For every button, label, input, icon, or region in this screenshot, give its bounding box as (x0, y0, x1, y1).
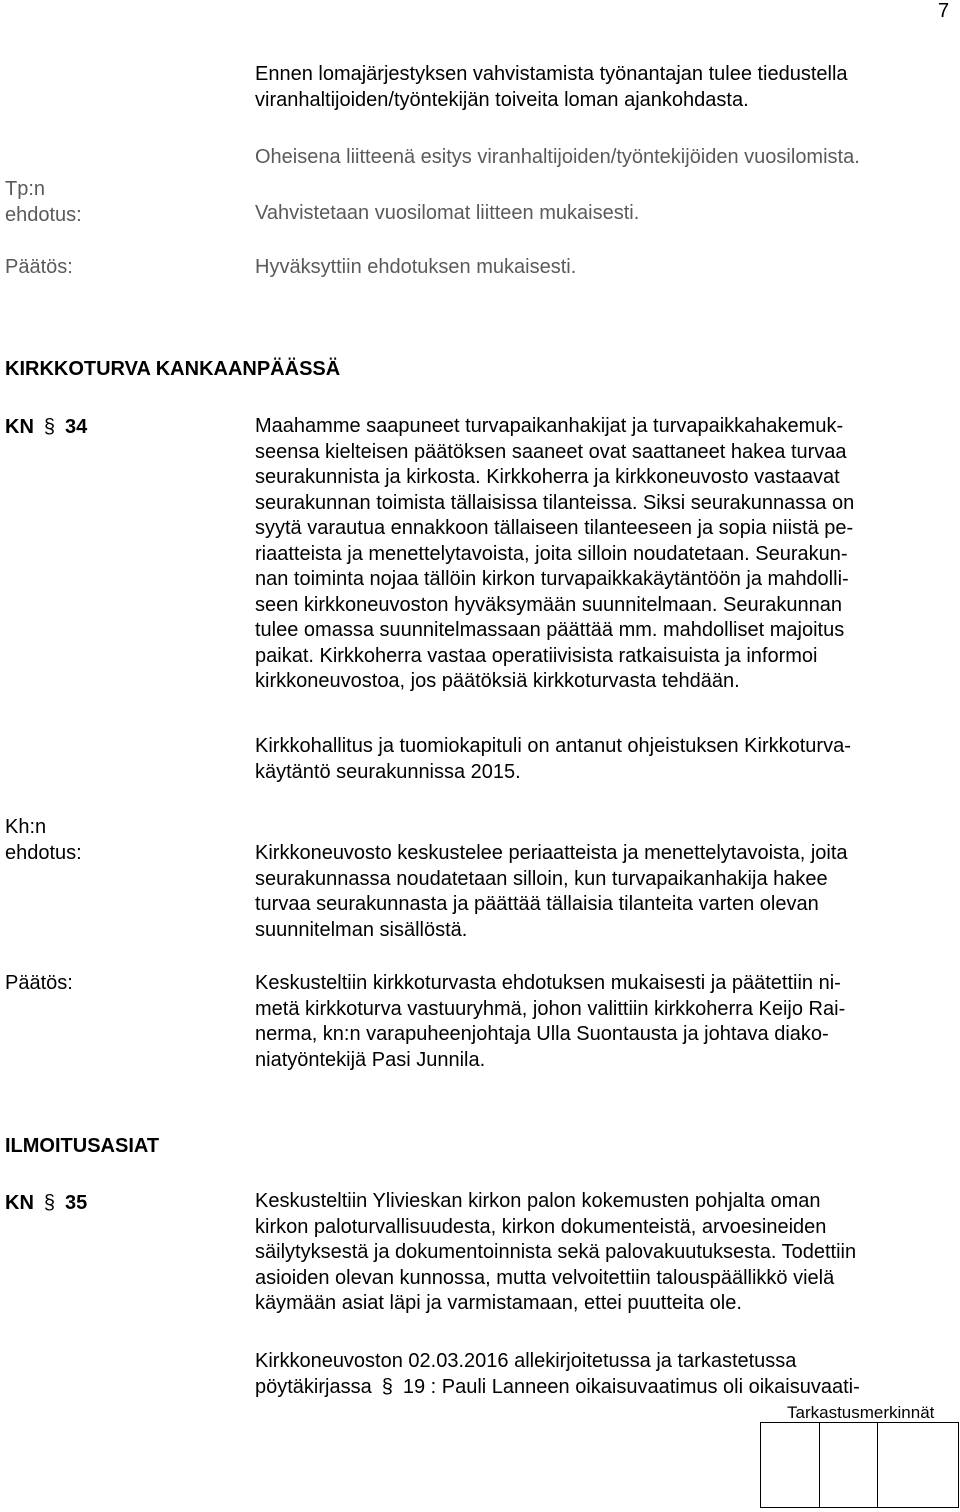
paragraph-line: Maahamme saapuneet turvapaikanhakijat ja turvapaikkahakemuk- (255, 415, 844, 437)
paragraph-line: seen kirkkoneuvoston hyväksymään suunnitelmaan. Seurakunnan (255, 593, 843, 616)
decision-label-text: Päätös: (5, 256, 73, 278)
kirkkoturva-paragraph-1 (255, 414, 945, 695)
decision-line: metä kirkkoturva vastuuryhmä, johon valittiin kirkkoherra Keijo Rai- (255, 997, 846, 1020)
section-sign: § (43, 1192, 56, 1214)
proposal-text (255, 201, 945, 227)
intro-line: Ennen lomajärjestyksen vahvistamista työnantajan tulee tiedustella (255, 63, 848, 85)
kn-prefix: KN (5, 416, 34, 438)
kn-number-value: 35 (65, 1192, 88, 1214)
attachment-text (255, 145, 945, 171)
section-sign: § (43, 416, 56, 438)
paragraph-line: säilytyksestä ja dokumentoinnista sekä palovakuutuksesta. Todettiin (255, 1241, 857, 1263)
proposal-label-line: Tp:n (5, 178, 46, 200)
kirkkoturva-paragraph-2 (255, 734, 945, 785)
proposal-line: suunnitelman sisällöstä. (255, 918, 468, 941)
inspection-stamp-label: Tarkastusmerkinnät (787, 1403, 935, 1422)
section-sign: § (381, 1375, 393, 1398)
intro-paragraph (255, 62, 945, 113)
kn-number-value: 34 (65, 416, 88, 438)
decision-text (255, 255, 945, 281)
kn-number (5, 414, 87, 440)
kh-decision-text (255, 971, 945, 1073)
kh-proposal-label (5, 815, 82, 866)
paragraph-text: 19 : Pauli Lanneen oikaisuvaatimus oli oikaisuvaati- (402, 1375, 860, 1398)
proposal-line: Vahvistetaan vuosilomat liitteen mukaisesti. (255, 202, 640, 224)
section-heading: ILMOITUSASIAT (5, 1135, 160, 1157)
stamp-divider (877, 1423, 878, 1507)
paragraph-line: asioiden olevan kunnossa, mutta velvoitettiin talouspäällikkö vielä (255, 1266, 835, 1289)
inspection-stamp-table (760, 1422, 959, 1508)
paragraph-line: syytä varautua ennakkoon tällaiseen tilanteeseen ja sopia niistä pe- (255, 517, 854, 539)
paragraph-line: kirkon paloturvallisuudesta, kirkon dokumenteistä, arvoesineiden (255, 1215, 827, 1238)
ilmoitusasiat-paragraph-2 (255, 1349, 945, 1400)
ilmoitusasiat-paragraph-1 (255, 1189, 945, 1317)
attachment-line: Oheisena liitteenä esitys viranhaltijoiden/työntekijöiden vuosilomista. (255, 146, 860, 168)
stamp-divider (819, 1423, 820, 1507)
decision-label (5, 255, 73, 281)
section-heading: KIRKKOTURVA KANKAANPÄÄSSÄ (5, 358, 341, 380)
proposal-line: Kirkkoneuvosto keskustelee periaatteista ja menettelytavoista, joita (255, 842, 848, 864)
paragraph-line (255, 1375, 945, 1401)
kn-number (5, 1190, 87, 1216)
paragraph-text: pöytäkirjassa (255, 1375, 372, 1398)
paragraph-line: Keskusteltiin Ylivieskan kirkon palon kokemusten pohjalta oman (255, 1190, 821, 1212)
proposal-label-line: ehdotus: (5, 841, 82, 864)
page-number: 7 (938, 0, 950, 22)
paragraph-line: tulee omassa suunnitelmassaan päättää mm. mahdolliset majoitus (255, 619, 845, 641)
paragraph-line: kirkkoneuvostoa, jos päätöksiä kirkkoturvasta tehdään. (255, 670, 740, 692)
paragraph-line: nan toiminta nojaa tällöin kirkon turvapaikkakäytäntöön ja mahdolli- (255, 568, 849, 590)
paragraph-line: Kirkkohallitus ja tuomiokapituli on antanut ohjeistuksen Kirkkoturva- (255, 735, 851, 757)
proposal-line: seurakunnassa noudatetaan silloin, kun turvapaikanhakija hakee (255, 867, 828, 890)
decision-line: Hyväksyttiin ehdotuksen mukaisesti. (255, 256, 577, 278)
proposal-label-line: ehdotus: (5, 203, 82, 226)
paragraph-line: käytäntö seurakunnissa 2015. (255, 760, 521, 783)
proposal-line: turvaa seurakunnasta ja päättää tällaisia tilanteita varten olevan (255, 893, 819, 915)
kh-decision-label (5, 971, 73, 997)
paragraph-line: riaatteista ja menettelytavoista, joita silloin noudatetaan. Seurakun- (255, 542, 848, 565)
kn-prefix: KN (5, 1192, 34, 1214)
decision-line: niatyöntekijä Pasi Junnila. (255, 1048, 486, 1071)
paragraph-line: paikat. Kirkkoherra vastaa operatiivisista ratkaisuista ja informoi (255, 644, 818, 667)
proposal-label (5, 177, 82, 228)
intro-line: viranhaltijoiden/työntekijän toiveita loman ajankohdasta. (255, 88, 749, 111)
paragraph-line: seensa kielteisen päätöksen saaneet ovat saattaneet hakea turvaa (255, 440, 847, 463)
kh-proposal-text (255, 841, 945, 943)
paragraph-line: seurakunnista ja kirkosta. Kirkkoherra ja kirkkoneuvosto vastaavat (255, 466, 840, 488)
proposal-label-line: Kh:n (5, 816, 47, 838)
paragraph-line: käymään asiat läpi ja varmistamaan, ettei puutteita ole. (255, 1292, 742, 1314)
decision-line: Keskusteltiin kirkkoturvasta ehdotuksen mukaisesti ja päätettiin ni- (255, 972, 841, 994)
paragraph-line: Kirkkoneuvoston 02.03.2016 allekirjoitetussa ja tarkastetussa (255, 1350, 797, 1372)
paragraph-line: seurakunnan toimista tällaisissa tilanteissa. Siksi seurakunnassa on (255, 491, 855, 514)
decision-line: nerma, kn:n varapuheenjohtaja Ulla Suontausta ja johtava diako- (255, 1023, 829, 1045)
decision-label-text: Päätös: (5, 972, 73, 994)
